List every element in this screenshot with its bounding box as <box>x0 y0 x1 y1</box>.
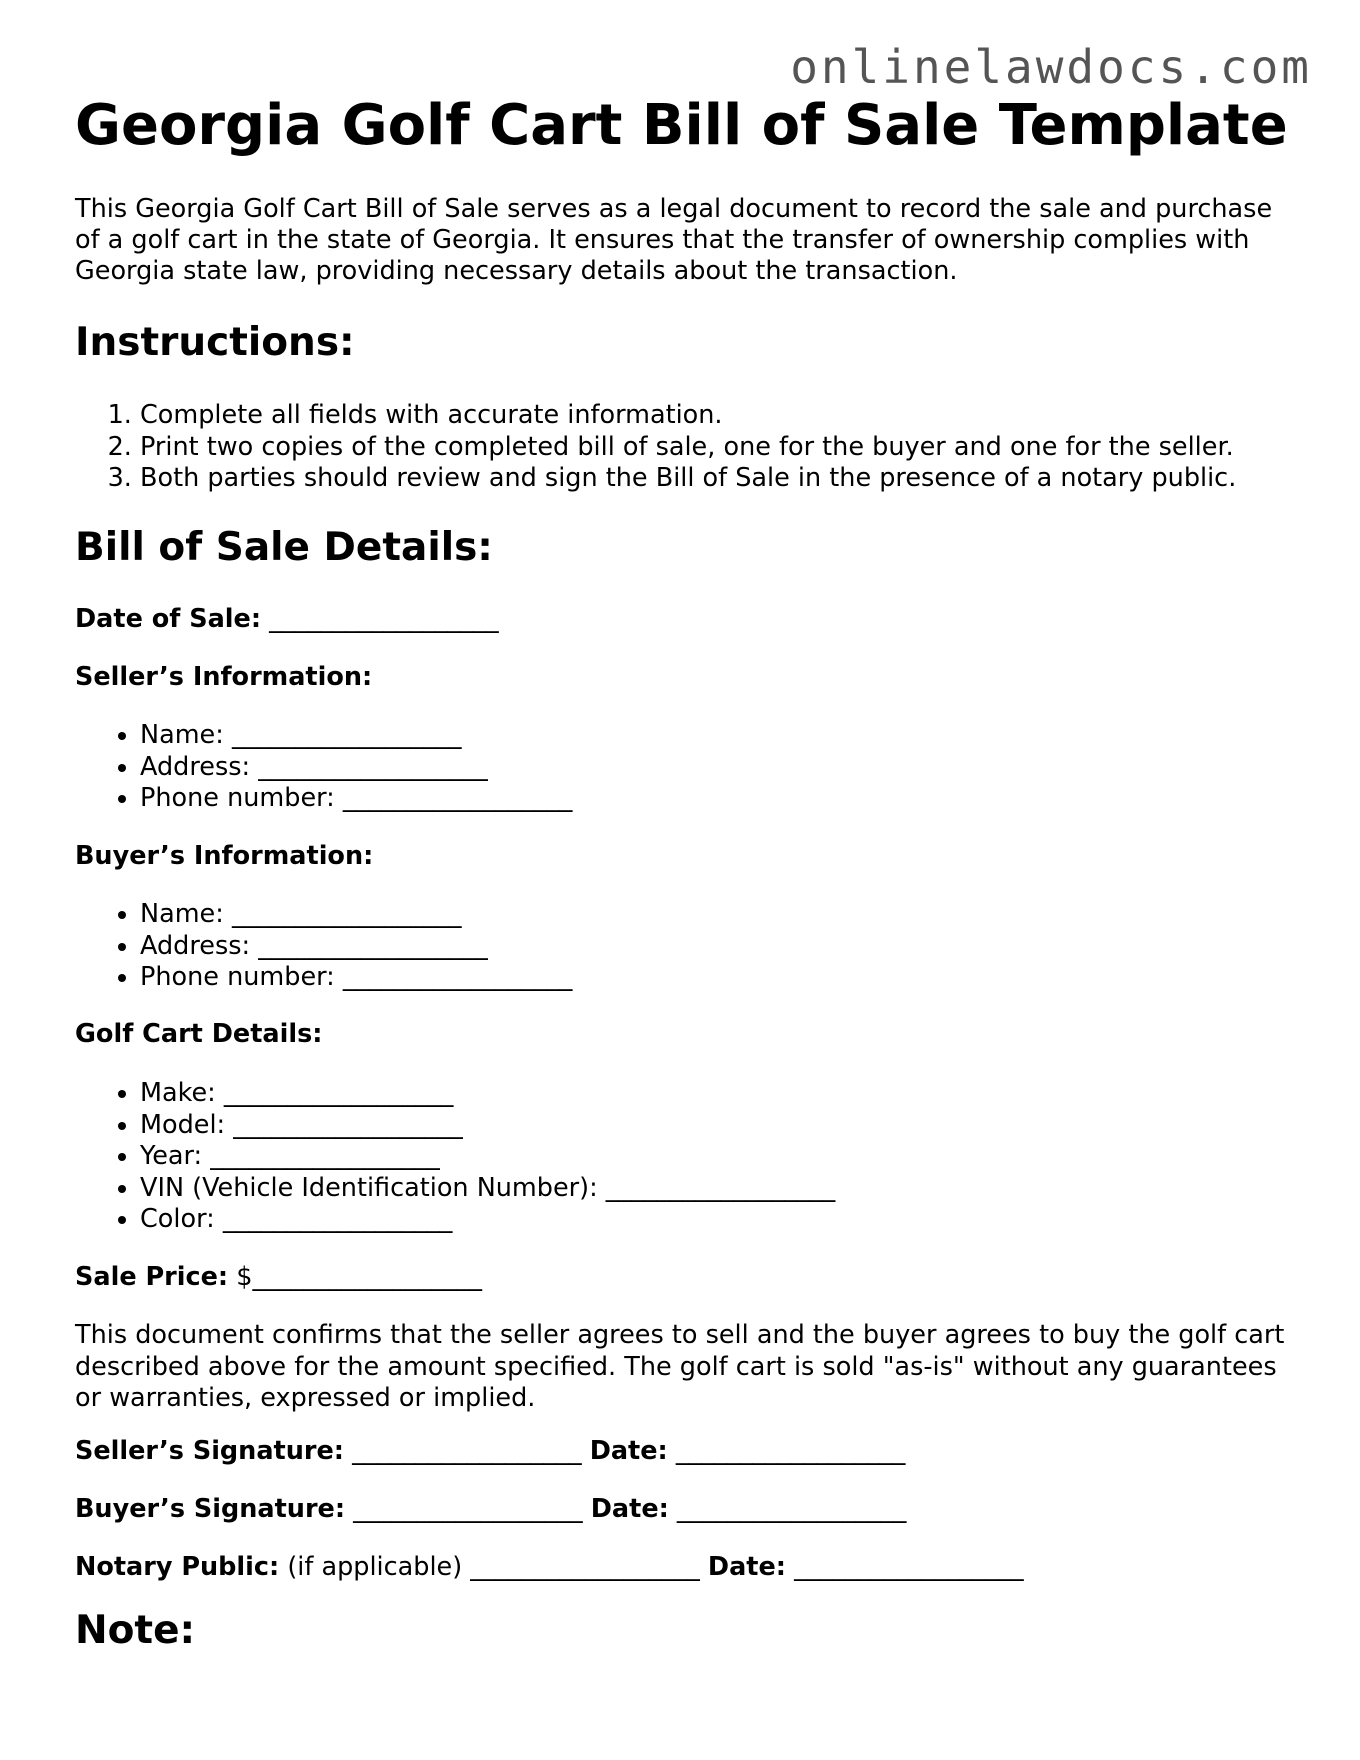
field-label: VIN (Vehicle Identification Number): <box>140 1172 598 1203</box>
intro-paragraph: This Georgia Golf Cart Bill of Sale serves as a legal document to record the sale and purchase of a golf cart in the state of Georgia. It ensures that the transfer of ownership complies with Georgia state law, providing necessary details about the transaction. <box>75 194 1273 286</box>
field-label: Name: <box>140 899 224 929</box>
cart-year-field[interactable]: __________________ <box>210 1141 440 1171</box>
field-label: Phone number: <box>140 962 335 992</box>
confirmation-paragraph: This document confirms that the seller agrees to sell and the buyer agrees to buy the golf cart described above for the amount specified. The golf cart is sold "as-is" without any guarantees or warranties, expressed or implied. <box>75 1320 1285 1413</box>
buyer-name-field[interactable]: __________________ <box>231 899 462 929</box>
field-label: Address: <box>140 930 251 961</box>
list-item <box>140 1110 835 1142</box>
cart-make-field[interactable]: __________________ <box>223 1078 454 1108</box>
list-item <box>140 720 572 752</box>
watermark: onlinelawdocs.com <box>790 40 1312 94</box>
field-label: Year: <box>140 1141 203 1171</box>
date-of-sale-field[interactable]: __________________ <box>269 604 499 634</box>
seller-signature-line <box>75 1436 905 1468</box>
list-item <box>140 783 572 815</box>
seller-date-field[interactable]: __________________ <box>675 1436 906 1466</box>
date-of-sale-line <box>75 604 499 636</box>
list-item <box>140 1141 835 1173</box>
seller-info-list <box>75 720 572 815</box>
seller-name-field[interactable]: __________________ <box>231 720 462 750</box>
notary-signature-field[interactable]: __________________ <box>470 1552 700 1582</box>
cart-color-field[interactable]: __________________ <box>222 1204 453 1234</box>
date-of-sale-label: Date of Sale: <box>75 604 262 634</box>
list-item: 3. Both parties should review and sign the Bill of Sale in the presence of a notary public. <box>140 463 1236 495</box>
field-label: Phone number: <box>140 783 335 813</box>
list-item <box>140 899 572 931</box>
notary-line <box>75 1552 1024 1584</box>
currency-prefix: $ <box>236 1262 253 1292</box>
cart-details-list <box>75 1078 835 1236</box>
buyer-signature-line <box>75 1494 906 1526</box>
sale-price-line <box>75 1262 482 1294</box>
buyer-date-label: Date: <box>590 1494 669 1524</box>
notary-note: (if applicable) <box>287 1552 463 1582</box>
buyer-address-field[interactable]: __________________ <box>258 930 488 961</box>
list-item <box>140 1173 835 1205</box>
field-label: Model: <box>140 1109 226 1140</box>
field-label: Address: <box>140 751 251 782</box>
list-item <box>140 962 572 994</box>
seller-signature-field[interactable]: __________________ <box>352 1436 582 1466</box>
list-item: 1. Complete all fields with accurate information. <box>140 400 1236 432</box>
seller-info-heading: Seller’s Information: <box>75 662 373 692</box>
field-label: Color: <box>140 1204 215 1234</box>
sale-price-blank[interactable]: __________________ <box>252 1262 482 1292</box>
field-label: Name: <box>140 720 224 750</box>
list-item <box>140 931 572 963</box>
seller-date-label: Date: <box>589 1436 668 1466</box>
list-item <box>140 1204 835 1236</box>
buyer-info-list <box>75 899 572 994</box>
seller-address-field[interactable]: __________________ <box>258 751 488 782</box>
notary-date-field[interactable]: __________________ <box>794 1552 1024 1582</box>
page-title: Georgia Golf Cart Bill of Sale Template <box>75 93 1288 158</box>
list-item <box>140 1078 835 1110</box>
cart-details-heading: Golf Cart Details: <box>75 1019 323 1049</box>
document-page <box>75 92 1305 1653</box>
sale-price-label: Sale Price: <box>75 1262 229 1292</box>
cart-model-field[interactable]: __________________ <box>233 1109 463 1140</box>
sale-price-field[interactable] <box>236 1262 482 1292</box>
buyer-date-field[interactable]: __________________ <box>676 1494 907 1524</box>
seller-signature-label: Seller’s Signature: <box>75 1436 344 1466</box>
instructions-list <box>75 400 1236 495</box>
buyer-signature-label: Buyer’s Signature: <box>75 1494 346 1524</box>
instructions-heading: Instructions: <box>75 320 355 365</box>
list-item: 2. Print two copies of the completed bill of sale, one for the buyer and one for the seller. <box>140 432 1236 464</box>
buyer-signature-field[interactable]: __________________ <box>353 1494 583 1524</box>
seller-phone-field[interactable]: __________________ <box>342 783 573 813</box>
list-item <box>140 752 572 784</box>
notary-label: Notary Public: <box>75 1552 280 1582</box>
cart-vin-field[interactable]: __________________ <box>605 1172 836 1203</box>
buyer-info-heading: Buyer’s Information: <box>75 841 374 871</box>
details-heading: Bill of Sale Details: <box>75 525 493 570</box>
note-heading: Note: <box>75 1608 196 1653</box>
notary-date-label: Date: <box>707 1552 786 1582</box>
buyer-phone-field[interactable]: __________________ <box>342 962 573 992</box>
field-label: Make: <box>140 1078 216 1108</box>
